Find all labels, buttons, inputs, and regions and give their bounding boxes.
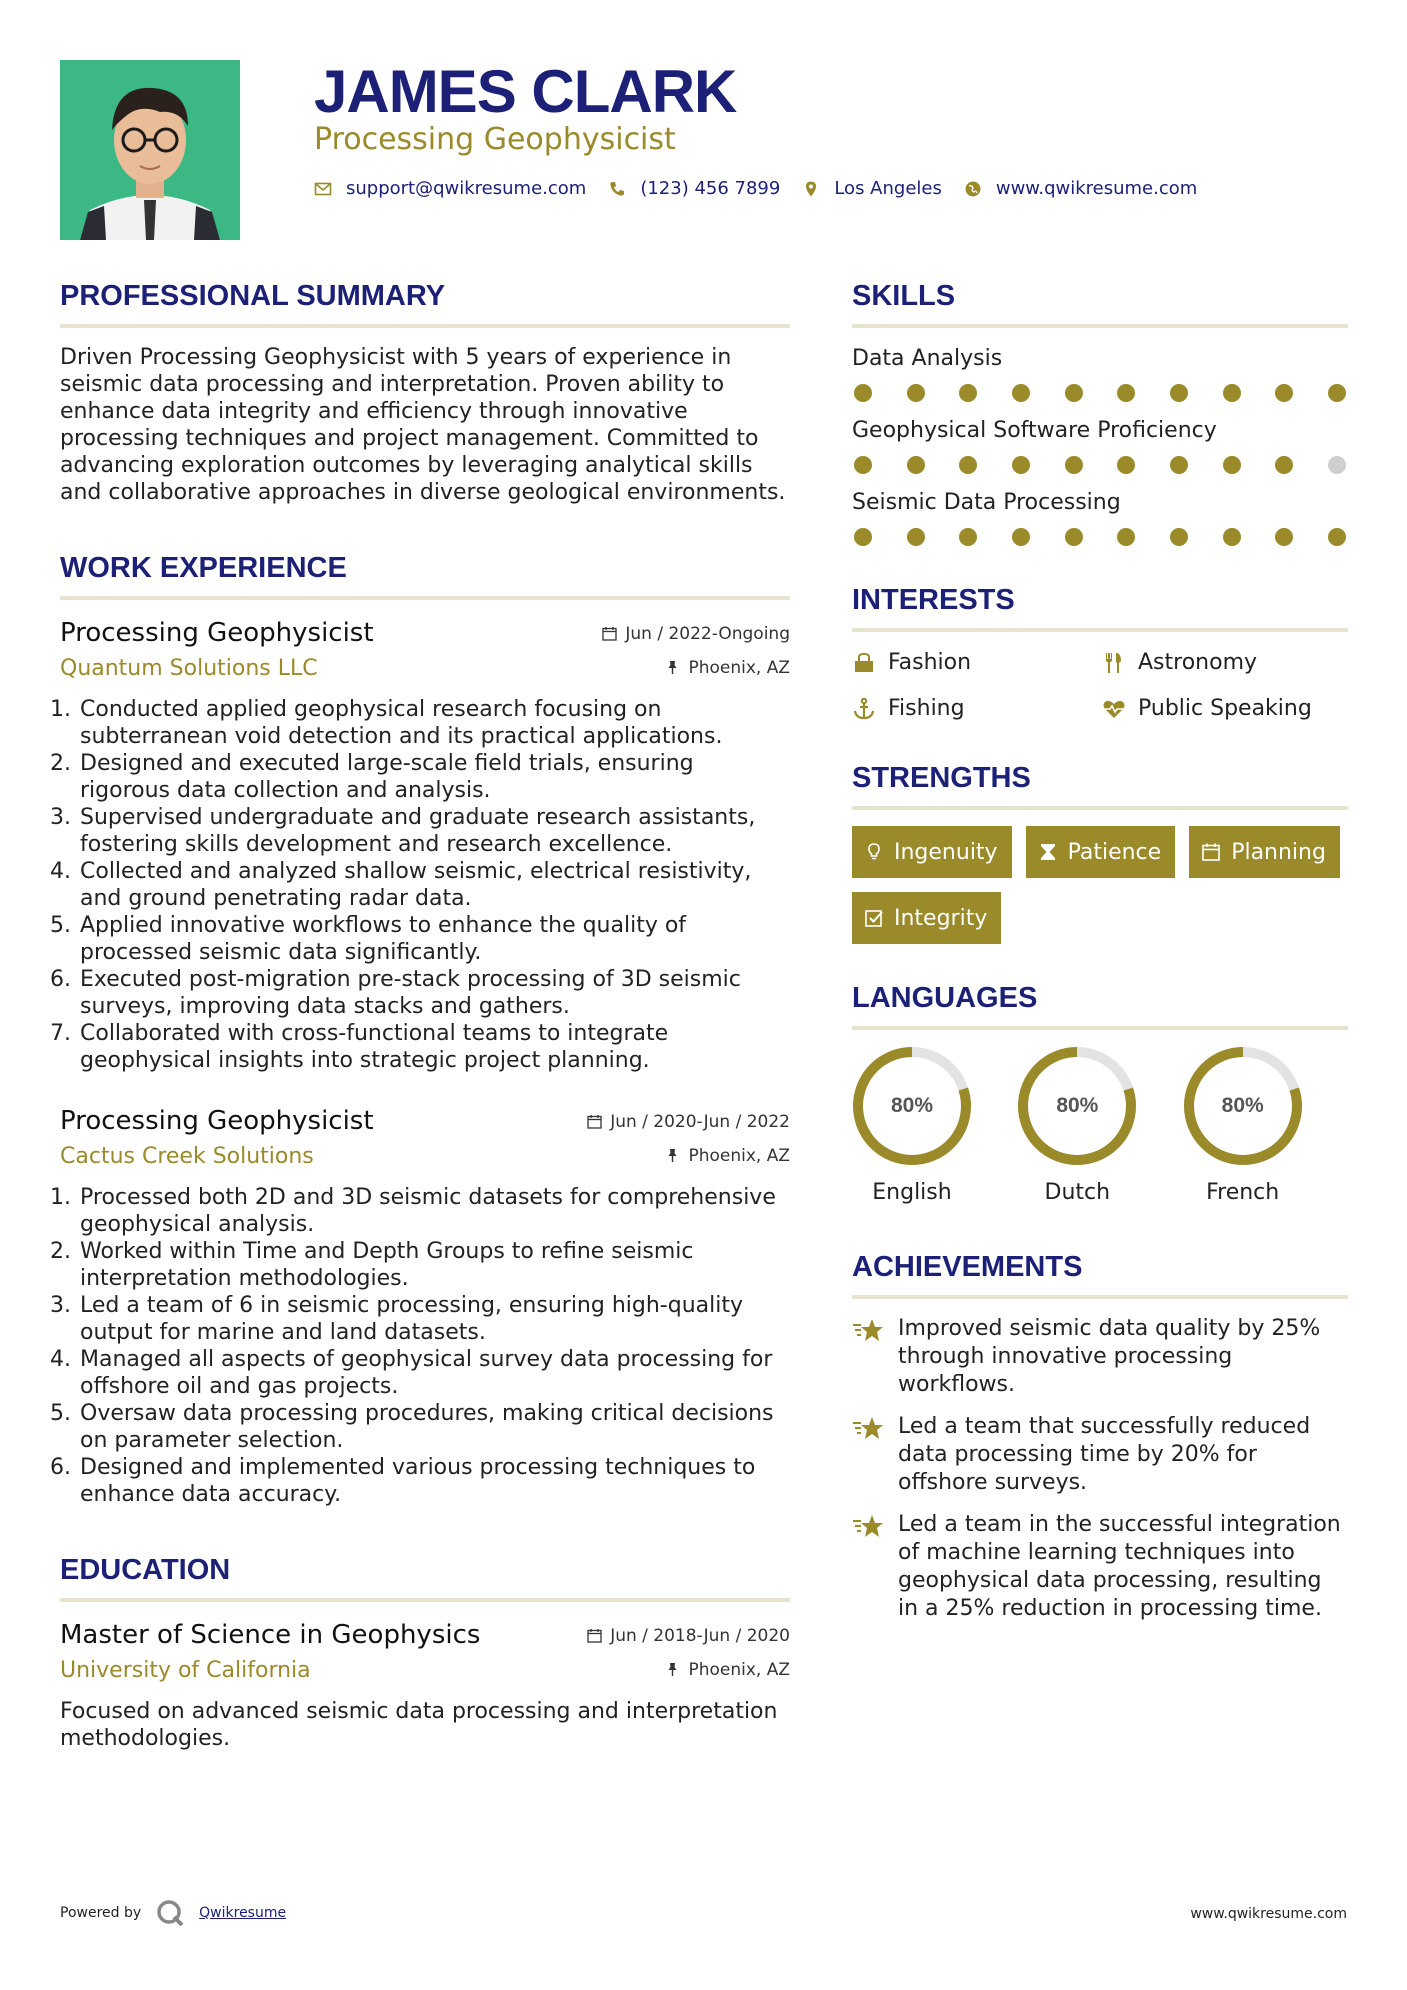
language-percent: 80%: [890, 1094, 934, 1117]
job-date: [602, 624, 790, 644]
language-item: [1183, 1046, 1348, 1205]
summary-heading: PROFESSIONAL SUMMARY: [60, 280, 446, 312]
languages-section: [852, 978, 1348, 1205]
education-description: Focused on advanced seismic data processing and interpretation methodologies.: [60, 1699, 778, 1751]
rating-dot-filled: [1275, 456, 1293, 474]
rating-dot-empty: [1328, 456, 1346, 474]
rating-dot-filled: [959, 528, 977, 546]
job-location: [665, 1146, 790, 1166]
languages-heading: LANGUAGES: [852, 982, 1038, 1014]
achievement-text: Led a team that successfully reduced data processing time by 20% for offshore surveys.: [898, 1414, 1311, 1495]
education-entry: [60, 1618, 790, 1752]
section-divider: [852, 806, 1348, 810]
footer-powered-by: [60, 1898, 286, 1928]
list-item: 7. Collaborated with cross-functional teams to integrate geophysical insights into strategic project planning.: [78, 1020, 790, 1074]
contact-phone[interactable]: [608, 178, 780, 199]
education-date-text: Jun / 2018-Jun / 2020: [610, 1625, 790, 1646]
calendar-icon: [587, 1628, 602, 1643]
rating-dot-filled: [1328, 528, 1346, 546]
skills-section: [852, 276, 1348, 546]
job-title: Processing Geophysicist: [60, 618, 374, 648]
interest-item: [852, 648, 1102, 678]
list-item: 3. Led a team of 6 in seismic processing, ensuring high-quality output for marine and land datasets.: [78, 1292, 790, 1346]
phone-icon: [608, 180, 626, 198]
interest-label: Public Speaking: [1138, 696, 1312, 721]
rating-dot-filled: [1223, 528, 1241, 546]
achievements-heading: ACHIEVEMENTS: [852, 1251, 1083, 1283]
job-subheader: [60, 1142, 790, 1172]
left-column: [60, 276, 790, 1752]
list-item: 4. Managed all aspects of geophysical survey data processing for offshore oil and gas projects.: [78, 1346, 790, 1400]
achievement-text: Improved seismic data quality by 25% through innovative processing workflows.: [898, 1316, 1321, 1397]
strength-label: Ingenuity: [894, 839, 998, 865]
globe-icon: [964, 180, 982, 198]
strength-label: Planning: [1231, 839, 1326, 865]
rating-dot-filled: [907, 384, 925, 402]
language-progress-ring: [1017, 1046, 1137, 1166]
phone-text: (123) 456 7899: [640, 178, 781, 199]
rating-dot-filled: [1012, 456, 1030, 474]
pushpin-icon: [665, 1148, 680, 1163]
skill-rating: [852, 384, 1348, 402]
list-item: 1. Conducted applied geophysical research focusing on subterranean void detection and its practical applications.: [78, 696, 790, 750]
list-item: 5. Applied innovative workflows to enhance the quality of processed seismic data significantly.: [78, 912, 790, 966]
footer-site[interactable]: www.qwikresume.com: [1190, 1906, 1347, 1922]
skill-rating: [852, 528, 1348, 546]
language-item: [852, 1046, 1017, 1205]
education-location: [665, 1660, 790, 1680]
rating-dot-filled: [959, 384, 977, 402]
check-square-icon: [864, 908, 884, 928]
degree-title: Master of Science in Geophysics: [60, 1620, 481, 1650]
job-header: [60, 1104, 790, 1138]
language-name: English: [872, 1180, 952, 1205]
language-name: Dutch: [1044, 1180, 1111, 1205]
brand-link[interactable]: Qwikresume: [199, 1905, 287, 1921]
education-date: [587, 1626, 790, 1646]
section-divider: [60, 324, 790, 328]
contact-bar: [314, 178, 1219, 199]
skill-name: Data Analysis: [852, 346, 1003, 371]
language-progress-ring: [1183, 1046, 1303, 1166]
job-entry: [60, 1104, 790, 1508]
avatar: [60, 60, 240, 240]
star-award-icon: [852, 1315, 898, 1399]
section-divider: [60, 596, 790, 600]
rating-dot-filled: [959, 456, 977, 474]
job-date-text: Jun / 2022-Ongoing: [625, 623, 790, 644]
rating-dot-filled: [854, 528, 872, 546]
rating-dot-filled: [1170, 384, 1188, 402]
strengths-heading: STRENGTHS: [852, 762, 1031, 794]
rating-dot-filled: [1117, 528, 1135, 546]
star-award-icon: [852, 1511, 898, 1623]
interest-item: [1102, 648, 1348, 678]
list-item: 4. Collected and analyzed shallow seismic, electrical resistivity, and ground penetrating radar data.: [78, 858, 790, 912]
rating-dot-filled: [1012, 528, 1030, 546]
work-section: [60, 548, 790, 1508]
rating-dot-filled: [1065, 528, 1083, 546]
rating-dot-filled: [1275, 384, 1293, 402]
skill-name: Seismic Data Processing: [852, 490, 1121, 515]
envelope-icon: [314, 180, 332, 198]
job-date: [587, 1112, 790, 1132]
rating-dot-filled: [907, 456, 925, 474]
job-list: [60, 616, 790, 1508]
rating-dot-filled: [1065, 456, 1083, 474]
map-pin-icon: [802, 180, 820, 198]
candidate-name: JAMES CLARK: [314, 58, 737, 125]
language-item: [1017, 1046, 1182, 1205]
interest-list: [852, 648, 1348, 724]
strength-badge: [1189, 826, 1340, 878]
achievement-item: [852, 1315, 1348, 1399]
list-item: 3. Supervised undergraduate and graduate research assistants, fostering skills development and research excellence.: [78, 804, 790, 858]
pushpin-icon: [665, 1662, 680, 1677]
contact-website[interactable]: [964, 178, 1197, 199]
job-location: [665, 658, 790, 678]
email-text: support@qwikresume.com: [346, 178, 587, 199]
skill-rating: [852, 456, 1348, 474]
powered-by-text: Powered by: [60, 1905, 142, 1921]
achievement-text: Led a team in the successful integration of machine learning techniques into geophysical data processing, resulting in a 25% reduction in processing time.: [898, 1512, 1341, 1621]
star-award-icon: [852, 1413, 898, 1497]
achievements-section: [852, 1247, 1348, 1623]
strength-label: Patience: [1067, 839, 1162, 865]
list-item: 6. Designed and implemented various processing techniques to enhance data accuracy.: [78, 1454, 790, 1508]
strength-badge: [1026, 826, 1176, 878]
rating-dot-filled: [1170, 528, 1188, 546]
pushpin-icon: [665, 660, 680, 675]
hourglass-icon: [1038, 842, 1058, 862]
anchor-icon: [852, 697, 888, 721]
section-divider: [852, 1026, 1348, 1030]
list-item: 6. Executed post-migration pre-stack processing of 3D seismic surveys, improving data stacks and gathers.: [78, 966, 790, 1020]
job-subheader: [60, 654, 790, 684]
interests-heading: INTERESTS: [852, 584, 1015, 616]
skill-name: Geophysical Software Proficiency: [852, 418, 1217, 443]
work-heading: WORK EXPERIENCE: [60, 552, 347, 584]
responsibility-list: [60, 696, 790, 1074]
summary-section: [60, 276, 790, 506]
interests-section: [852, 580, 1348, 724]
list-item: 1. Processed both 2D and 3D seismic datasets for comprehensive geophysical analysis.: [78, 1184, 790, 1238]
calendar-icon: [1201, 842, 1221, 862]
rating-dot-filled: [1012, 384, 1030, 402]
profile-photo: [60, 60, 240, 240]
strength-label: Integrity: [894, 905, 988, 931]
strength-badge: [852, 892, 1001, 944]
calendar-icon: [587, 1114, 602, 1129]
language-progress-ring: [852, 1046, 972, 1166]
education-heading: EDUCATION: [60, 1554, 231, 1586]
rating-dot-filled: [1223, 384, 1241, 402]
language-list: [852, 1046, 1348, 1205]
job-title: Processing Geophysicist: [60, 1106, 374, 1136]
interest-label: Fishing: [888, 696, 965, 721]
language-name: French: [1206, 1180, 1280, 1205]
job-location-text: Phoenix, AZ: [688, 657, 790, 678]
rating-dot-filled: [907, 528, 925, 546]
list-item: 2. Designed and executed large-scale field trials, ensuring rigorous data collection and analysis.: [78, 750, 790, 804]
rating-dot-filled: [1170, 456, 1188, 474]
interest-item: [852, 694, 1102, 724]
responsibility-list: [60, 1184, 790, 1508]
contact-email[interactable]: [314, 178, 586, 199]
website-text: www.qwikresume.com: [995, 178, 1198, 199]
company-name: Cactus Creek Solutions: [60, 1144, 314, 1169]
rating-dot-filled: [1065, 384, 1083, 402]
heartbeat-icon: [1102, 697, 1138, 721]
job-location-text: Phoenix, AZ: [688, 1145, 790, 1166]
section-divider: [852, 628, 1348, 632]
language-percent: 80%: [1056, 1094, 1099, 1117]
section-divider: [852, 324, 1348, 328]
list-item: 2. Worked within Time and Depth Groups to refine seismic interpretation methodologies.: [78, 1238, 790, 1292]
interest-label: Fashion: [888, 650, 972, 675]
strength-list: [852, 826, 1348, 944]
achievement-item: [852, 1511, 1348, 1623]
fork-knife-icon: [1102, 651, 1138, 675]
achievement-item: [852, 1413, 1348, 1497]
contact-location: [802, 178, 942, 199]
candidate-title: Processing Geophysicist: [314, 122, 676, 157]
summary-text: Driven Processing Geophysicist with 5 years of experience in seismic data processing and interpretation. Proven ability to enhance data integrity and efficiency through innovative processing techniques and project management. Committed to advancing exploration outcomes by leveraging analytical skills and collaborative approaches in diverse geological environments.: [60, 345, 786, 505]
rating-dot-filled: [1117, 456, 1135, 474]
rating-dot-filled: [1117, 384, 1135, 402]
rating-dot-filled: [1328, 384, 1346, 402]
rating-dot-filled: [854, 384, 872, 402]
interest-item: [1102, 694, 1348, 724]
right-column: [852, 276, 1348, 1637]
interest-label: Astronomy: [1138, 650, 1258, 675]
skill-list: [852, 344, 1348, 546]
rating-dot-filled: [854, 456, 872, 474]
lightbulb-icon: [864, 842, 884, 862]
job-date-text: Jun / 2020-Jun / 2022: [610, 1111, 790, 1132]
strength-badge: [852, 826, 1012, 878]
shopping-bag-icon: [852, 651, 888, 675]
company-name: Quantum Solutions LLC: [60, 656, 318, 681]
calendar-icon: [602, 626, 617, 641]
qwikresume-logo-icon: [155, 1898, 185, 1928]
rating-dot-filled: [1223, 456, 1241, 474]
skills-heading: SKILLS: [852, 280, 956, 312]
job-entry: [60, 616, 790, 1074]
education-section: [60, 1550, 790, 1752]
education-location-text: Phoenix, AZ: [688, 1659, 790, 1680]
section-divider: [852, 1295, 1348, 1299]
section-divider: [60, 1598, 790, 1602]
rating-dot-filled: [1275, 528, 1293, 546]
location-text: Los Angeles: [834, 178, 942, 199]
list-item: 5. Oversaw data processing procedures, making critical decisions on parameter selection.: [78, 1400, 790, 1454]
strengths-section: [852, 758, 1348, 944]
language-percent: 80%: [1221, 1094, 1264, 1117]
job-header: [60, 616, 790, 650]
school-name: University of California: [60, 1658, 311, 1683]
achievement-list: [852, 1315, 1348, 1623]
